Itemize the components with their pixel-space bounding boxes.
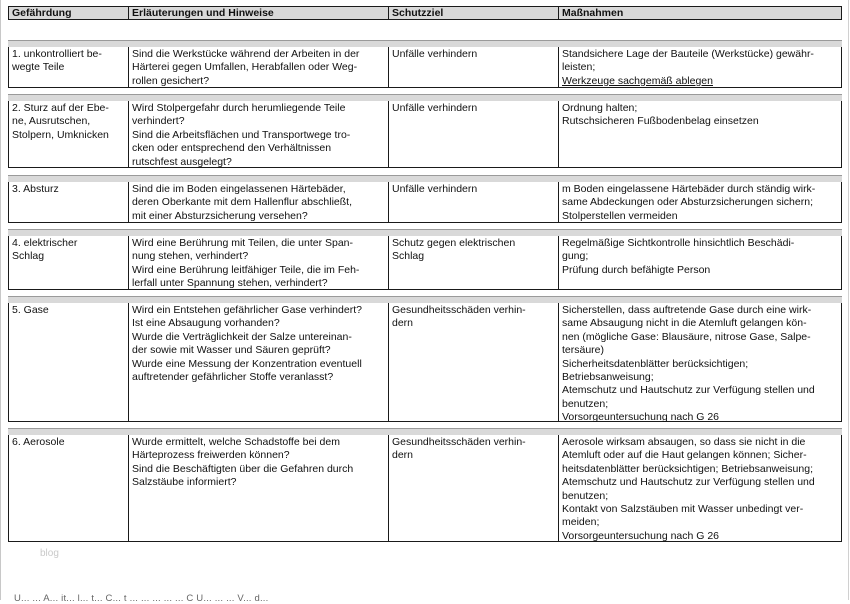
cell-text-line: Wird Stolpergefahr durch herumliegende Teile	[132, 102, 346, 114]
cell-text-line: Stolpern, Umknicken	[12, 128, 109, 141]
cell-text-line: Härterei gegen Umfallen, Herabfallen oder Weg-	[132, 61, 358, 74]
cell-text-line: Sind die Werkstücke während der Arbeiten in der	[132, 48, 360, 60]
cell-text-line: Unfälle verhindern	[392, 48, 478, 60]
header-goal: Schutzziel	[392, 7, 444, 19]
cell-text-line: nen (mögliche Gase: Blausäure, nitrose Gase, Salpe-	[562, 330, 811, 343]
cell-text-line: m Boden eingelassene Härtebäder durch ständig wirk-	[562, 183, 816, 195]
row-goal-cell	[388, 182, 558, 222]
cell-text-line: verhindert?	[132, 115, 185, 128]
row-hazard-cell	[9, 236, 128, 289]
header-hazard: Gefährdung	[12, 7, 72, 19]
cell-text-line: gung;	[562, 250, 589, 263]
row-hazard-cell	[9, 303, 128, 421]
cell-text-line: cken oder entsprechend den Verhältnissen	[132, 142, 332, 155]
cell-text-line: Aerosole wirksam absaugen, so dass sie nicht in die	[562, 436, 806, 448]
cell-text-line: mit einer Absturzsicherung versehen?	[132, 209, 308, 222]
cell-text-line: Sind die im Boden eingelassenen Härtebäder,	[132, 183, 346, 195]
cell-text-line: Werkzeuge sachgemäß ablegen	[562, 74, 713, 87]
cell-text-line: 3. Absturz	[12, 183, 59, 195]
cell-text-line: benutzen;	[562, 489, 609, 502]
cell-text-line: lerfall unter Spannung stehen, verhindert?	[132, 277, 328, 290]
cell-text-line: Vorsorgeuntersuchung nach G 26	[562, 529, 720, 542]
cell-text-line: Unfälle verhindern	[392, 102, 478, 114]
cell-text-line: heitsdatenblätter berücksichtigen; Betriebsanweisung;	[562, 462, 813, 475]
watermark-text: blog	[40, 548, 59, 559]
row-goal-cell	[388, 101, 558, 167]
cell-text-line: Betriebsanweisung;	[562, 371, 654, 384]
table-header	[8, 6, 842, 20]
cell-text-line: rollen gesichert?	[132, 74, 210, 87]
cell-text-line: Sicherstellen, dass auftretende Gase durch eine wirk-	[562, 304, 812, 316]
header-notes: Erläuterungen und Hinweise	[132, 7, 274, 19]
row-measures-cell	[558, 236, 841, 289]
page-footer: U... ... A... it... l... t... C... t ... ... ... ... ... C U... ... ... V... d...	[14, 593, 269, 604]
cell-text-line: Atemschutz und Hautschutz zur Verfügung stellen und	[562, 476, 815, 489]
cell-text-line: benutzen;	[562, 397, 609, 410]
cell-text-line: meiden;	[562, 516, 600, 529]
cell-text-line: Wurde eine Messung der Konzentration eventuell	[132, 357, 362, 370]
row-measures-cell	[558, 303, 841, 424]
cell-text-line: 6. Aerosole	[12, 436, 65, 448]
cell-text-line: Wurde die Verträglichkeit der Salze untereinan-	[132, 330, 352, 343]
row-notes-cell	[128, 303, 388, 421]
cell-text-line: 4. elektrischer	[12, 237, 78, 249]
row-notes-cell	[128, 47, 388, 87]
row-goal-cell	[388, 303, 558, 421]
cell-text-line: ne, Ausrutschen,	[12, 115, 91, 128]
page-edge-left	[0, 0, 1, 600]
cell-text-line: nung stehen, verhindert?	[132, 250, 249, 263]
cell-text-line: Ordnung halten;	[562, 102, 638, 114]
row-goal-cell	[388, 435, 558, 541]
cell-text-line: dern	[392, 317, 414, 330]
cell-text-line: tersäure)	[562, 344, 605, 357]
cell-text-line: Prüfung durch befähigte Person	[562, 263, 711, 276]
cell-text-line: Sicherheitsdatenblätter berücksichtigen;	[562, 357, 749, 370]
cell-text-line: Vorsorgeuntersuchung nach G 26	[562, 411, 720, 424]
cell-text-line: wegte Teile	[12, 61, 65, 74]
cell-text-line: Atemluft oder auf die Haut gelangen können; Sicher-	[562, 449, 807, 462]
cell-text-line: Gesundheitsschäden verhin-	[392, 436, 526, 448]
cell-text-line: Salzstäube informiert?	[132, 476, 237, 489]
row-goal-cell	[388, 236, 558, 289]
cell-text-line: auftretender gefährlicher Stoffe veranlasst?	[132, 371, 334, 384]
cell-text-line: Stolperstellen vermeiden	[562, 209, 678, 222]
cell-text-line: Wird eine Berührung mit Teilen, die unter Span-	[132, 237, 354, 249]
cell-text-line: Standsichere Lage der Bauteile (Werkstücke) gewähr-	[562, 48, 814, 60]
cell-text-line: Rutschsicheren Fußbodenbelag einsetzen	[562, 115, 759, 128]
row-measures-cell	[558, 182, 841, 222]
cell-text-line: Unfälle verhindern	[392, 183, 478, 195]
cell-text-line: Wird ein Entstehen gefährlicher Gase verhindert?	[132, 304, 362, 316]
cell-text-line: deren Oberkante mit dem Hallenflur abschließt,	[132, 196, 353, 209]
cell-text-line: Härteprozess freiwerden können?	[132, 449, 290, 462]
cell-text-line: Schutz gegen elektrischen	[392, 237, 516, 249]
table-row	[8, 235, 842, 290]
row-measures-cell	[558, 435, 841, 541]
cell-text-line: dern	[392, 449, 414, 462]
cell-text-line: 5. Gase	[12, 304, 49, 316]
cell-text-line: der sowie mit Wasser und Säuren geprüft?	[132, 344, 331, 357]
cell-text-line: same Absaugung nicht in die Atemluft gelangen kön-	[562, 317, 807, 330]
table-row	[8, 434, 842, 542]
row-notes-cell	[128, 435, 388, 541]
cell-text-line: Schlag	[392, 250, 425, 263]
row-notes-cell	[128, 182, 388, 222]
cell-text-line: same Abdeckungen oder Absturzsicherungen sichern;	[562, 196, 813, 209]
cell-text-line: Regelmäßige Sichtkontrolle hinsichtlich Beschädi-	[562, 237, 795, 249]
cell-text-line: Gesundheitsschäden verhin-	[392, 304, 526, 316]
cell-text-line: Wurde ermittelt, welche Schadstoffe bei dem	[132, 436, 340, 448]
cell-text-line: Kontakt von Salzstäuben mit Wasser unbedingt ver-	[562, 503, 804, 516]
row-notes-cell	[128, 101, 388, 167]
cell-text-line: Wird eine Berührung leitfähiger Teile, die im Feh-	[132, 263, 360, 276]
table-row	[8, 100, 842, 168]
row-hazard-cell	[9, 182, 128, 222]
cell-text-line: Ist eine Absaugung vorhanden?	[132, 317, 280, 330]
cell-text-line: 2. Sturz auf der Ebe-	[12, 102, 109, 114]
cell-text-line: Atemschutz und Hautschutz zur Verfügung stellen und	[562, 384, 815, 397]
row-hazard-cell	[9, 435, 128, 541]
page-edge-right	[848, 0, 849, 600]
row-hazard-cell	[9, 101, 128, 167]
table-row	[8, 181, 842, 223]
cell-text-line: Sind die Beschäftigten über die Gefahren durch	[132, 462, 354, 475]
header-measures: Maßnahmen	[562, 7, 624, 19]
cell-text-line: 1. unkontrolliert be-	[12, 48, 102, 60]
cell-text-line: Sind die Arbeitsflächen und Transportwege tro-	[132, 128, 351, 141]
table-row	[8, 46, 842, 88]
row-measures-cell	[558, 47, 841, 87]
row-measures-cell	[558, 101, 841, 167]
cell-text-line: Schlag	[12, 250, 45, 263]
cell-text-line: rutschfest ausgelegt?	[132, 155, 232, 168]
row-goal-cell	[388, 47, 558, 87]
table-row	[8, 302, 842, 422]
row-hazard-cell	[9, 47, 128, 87]
row-notes-cell	[128, 236, 388, 289]
cell-text-line: leisten;	[562, 61, 596, 74]
